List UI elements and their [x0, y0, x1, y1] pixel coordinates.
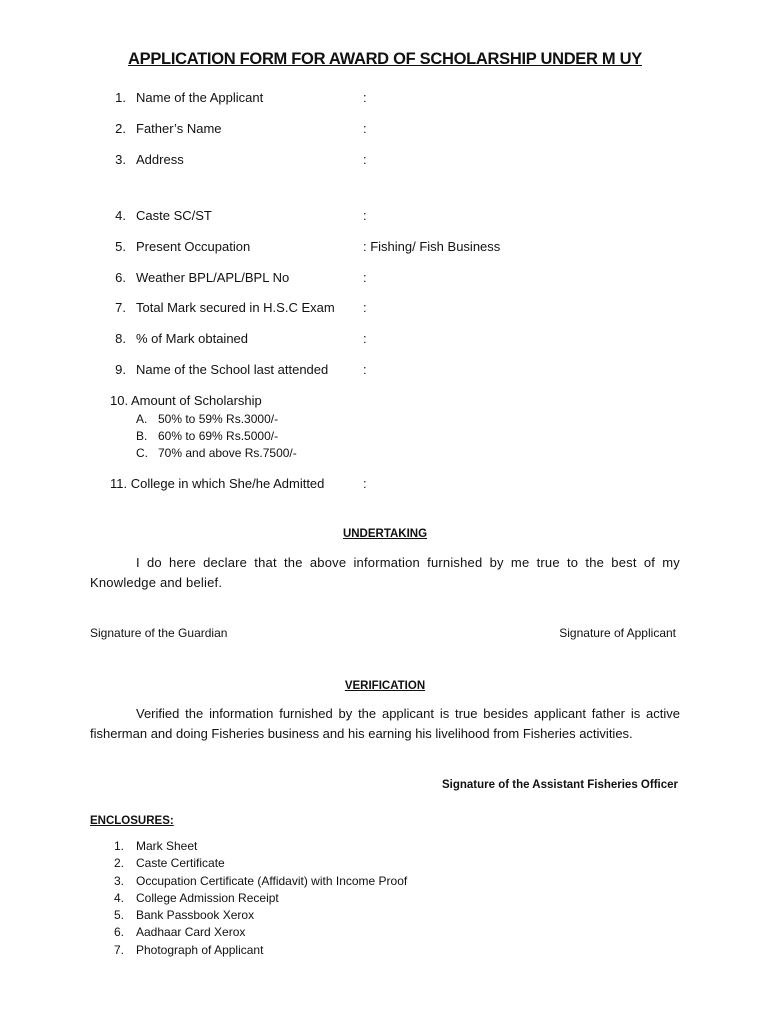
enclosure-number: 7.: [113, 943, 124, 957]
option-text: 60% to 69% Rs.5000/-: [158, 429, 279, 443]
signature-officer: Signature of the Assistant Fisheries Officer: [441, 779, 678, 791]
enclosure-number: 4.: [113, 891, 124, 905]
field-value: :: [363, 90, 367, 105]
option-text: 70% and above Rs.7500/-: [158, 446, 297, 460]
enclosure-text: Mark Sheet: [136, 839, 198, 853]
option-letter: B.: [136, 429, 148, 443]
field-label: % of Mark obtained: [136, 331, 249, 346]
field-number: 1.: [115, 90, 126, 105]
enclosures-heading: ENCLOSURES:: [90, 815, 174, 827]
enclosure-text: College Admission Receipt: [136, 891, 279, 905]
field-number: 2.: [115, 121, 126, 136]
field-label: Present Occupation: [136, 239, 251, 254]
enclosure-number: 5.: [113, 908, 124, 922]
enclosure-text: Occupation Certificate (Affidavit) with Income Proof: [136, 874, 408, 888]
undertaking-text: I do here declare that the above information furnished by me true to the best of my Knowledge and belief.: [90, 555, 680, 590]
field-number: 3.: [115, 152, 126, 167]
field-value: :: [363, 300, 367, 315]
field-value: :: [363, 270, 367, 285]
enclosure-text: Photograph of Applicant: [136, 943, 264, 957]
option-letter: C.: [136, 446, 148, 460]
field-number: 8.: [115, 331, 126, 346]
verification-heading: VERIFICATION: [344, 680, 426, 692]
enclosure-text: Aadhaar Card Xerox: [136, 925, 246, 939]
verification-text: Verified the information furnished by the applicant is true besides applicant father is active fisherman and doing Fisheries business and his earning his livelihood from Fisheries activities.: [90, 706, 680, 741]
field-number: 5.: [115, 239, 126, 254]
field-number: 9.: [115, 362, 126, 377]
field-value: :: [363, 208, 367, 223]
form-title: APPLICATION FORM FOR AWARD OF SCHOLARSHIP UNDER M UY: [128, 50, 642, 68]
signature-applicant: Signature of Applicant: [559, 626, 676, 640]
field-value: :: [363, 362, 367, 377]
option-text: 50% to 59% Rs.3000/-: [158, 412, 279, 426]
field-number: 4.: [115, 208, 126, 223]
field-value: :: [363, 152, 367, 167]
option-letter: A.: [136, 412, 148, 426]
field-label: Name of the School last attended: [136, 362, 329, 377]
field-value: :: [363, 121, 367, 136]
signature-guardian: Signature of the Guardian: [90, 626, 228, 640]
field-label: Name of the Applicant: [136, 90, 264, 105]
field-label: Weather BPL/APL/BPL No: [136, 270, 290, 285]
enclosure-number: 2.: [113, 856, 124, 870]
field-label: Address: [136, 152, 184, 167]
field-number: 7.: [115, 300, 126, 315]
field-college-label: 11. College in which She/he Admitted: [110, 476, 325, 491]
enclosure-text: Bank Passbook Xerox: [136, 908, 255, 922]
field-label: Total Mark secured in H.S.C Exam: [136, 300, 335, 315]
enclosure-number: 3.: [113, 874, 124, 888]
enclosure-text: Caste Certificate: [136, 856, 225, 870]
enclosure-number: 1.: [113, 839, 124, 853]
field-number: 6.: [115, 270, 126, 285]
field-scholarship-amount: 10. Amount of Scholarship: [110, 393, 262, 408]
field-value: :: [363, 331, 367, 346]
field-label: Father’s Name: [136, 121, 222, 136]
field-label: Caste SC/ST: [136, 208, 212, 223]
field-college-value: :: [363, 476, 367, 491]
enclosure-number: 6.: [113, 925, 124, 939]
field-value: : Fishing/ Fish Business: [363, 239, 501, 254]
undertaking-heading: UNDERTAKING: [342, 528, 428, 540]
